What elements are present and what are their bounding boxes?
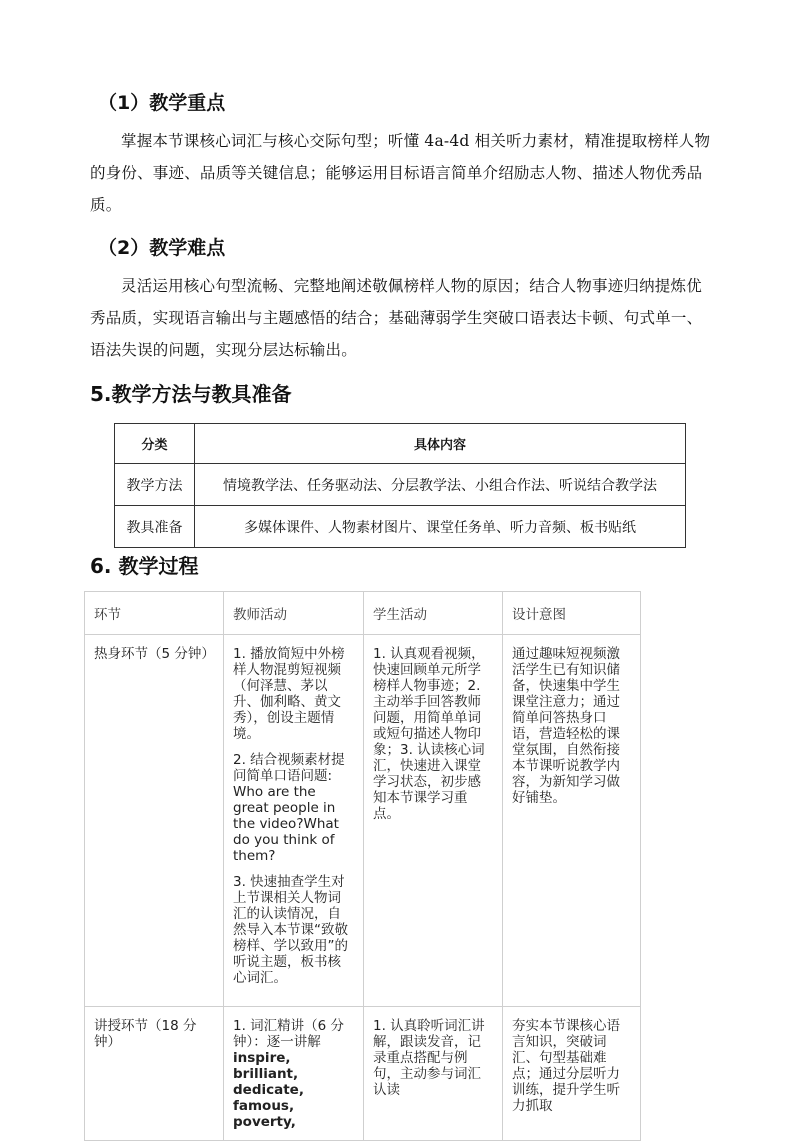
warmup-teacher-activity	[224, 635, 363, 1006]
teaching-teacher-step-1: 1. 词汇精讲（6 分钟）：逐一讲解	[233, 1018, 345, 1050]
table-row	[85, 635, 641, 1007]
process-heading: 6. 教学过程	[90, 554, 199, 578]
methods-header-category: 分类	[115, 424, 195, 464]
teaching-design-intent: 夯实本节课核心语言知识，突破词汇、句型基础难点；通过分层听力训练，提升学生听力抓取	[512, 1018, 620, 1114]
table-row	[115, 506, 686, 548]
warmup-teacher-step-1: 1. 播放简短中外榜样人物混剪短视频（何泽慧、茅以升、伽利略、黄文秀），创设主题情境。	[233, 646, 345, 742]
methods-heading: 5.教学方法与教具准备	[90, 382, 292, 406]
focus-heading: （1）教学重点	[98, 92, 226, 114]
table-row	[115, 464, 686, 506]
methods-table-header	[115, 424, 686, 464]
focus-paragraph: 掌握本节课核心词汇与核心交际句型；听懂 4a-4d 相关听力素材，精准提取榜样人物的身份、事迹、品质等关键信息；能够运用目标语言简单介绍励志人物、描述人物优秀品质。	[90, 132, 711, 214]
teaching-stage: 讲授环节（18 分钟）	[94, 1018, 197, 1050]
process-header-teacher: 教师活动	[224, 592, 364, 635]
warmup-student-activity: 1. 认真观看视频，快速回顾单元所学榜样人物事迹；2. 主动举手回答教师问题，用简单单词或短句描述人物印象；3. 认读核心词汇，快速进入课堂学习状态，初步感知本节课学习重点。	[373, 646, 485, 822]
process-table-header	[85, 592, 641, 635]
difficulty-heading: （2）教学难点	[98, 237, 226, 259]
teaching-vocab-words: inspire, brilliant, dedicate, famous, poverty,	[233, 1050, 304, 1130]
process-header-student: 学生活动	[364, 592, 503, 635]
methods-row-content: 多媒体课件、人物素材图片、课堂任务单、听力音频、板书贴纸	[195, 506, 686, 548]
process-header-intent: 设计意图	[503, 592, 641, 635]
methods-table	[114, 423, 686, 548]
table-row	[85, 1007, 641, 1141]
warmup-stage: 热身环节（5 分钟）	[94, 646, 215, 662]
methods-row-category: 教具准备	[115, 506, 195, 548]
warmup-design-intent: 通过趣味短视频激活学生已有知识储备，快速集中学生课堂注意力；通过简单问答热身口语，营造轻松的课堂氛围，自然衔接本节课听说教学内容，为新知学习做好铺垫。	[512, 646, 620, 806]
process-header-stage: 环节	[85, 592, 224, 635]
warmup-teacher-step-2: 2. 结合视频素材提问简单口语问题: Who are the great people in the video?What do you think of them?	[233, 752, 345, 864]
methods-header-content: 具体内容	[195, 424, 686, 464]
teaching-student-activity: 1. 认真聆听词汇讲解，跟读发音，记录重点搭配与例句，主动参与词汇认读	[373, 1018, 485, 1098]
methods-row-content: 情境教学法、任务驱动法、分层教学法、小组合作法、听说结合教学法	[195, 464, 686, 506]
teaching-teacher-activity	[224, 1007, 363, 1140]
difficulty-paragraph: 灵活运用核心句型流畅、完整地阐述敬佩榜样人物的原因；结合人物事迹归纳提炼优秀品质，实现语言输出与主题感悟的结合；基础薄弱学生突破口语表达卡顿、句式单一、语法失误的问题，实现分层达标输出。	[90, 277, 703, 359]
warmup-teacher-step-3: 3. 快速抽查学生对上节课相关人物词汇的认读情况，自然导入本节课“致敬榜样、学以致用”的听说主题，板书核心词汇。	[233, 874, 348, 986]
methods-row-category: 教学方法	[115, 464, 195, 506]
process-table	[84, 591, 641, 1141]
